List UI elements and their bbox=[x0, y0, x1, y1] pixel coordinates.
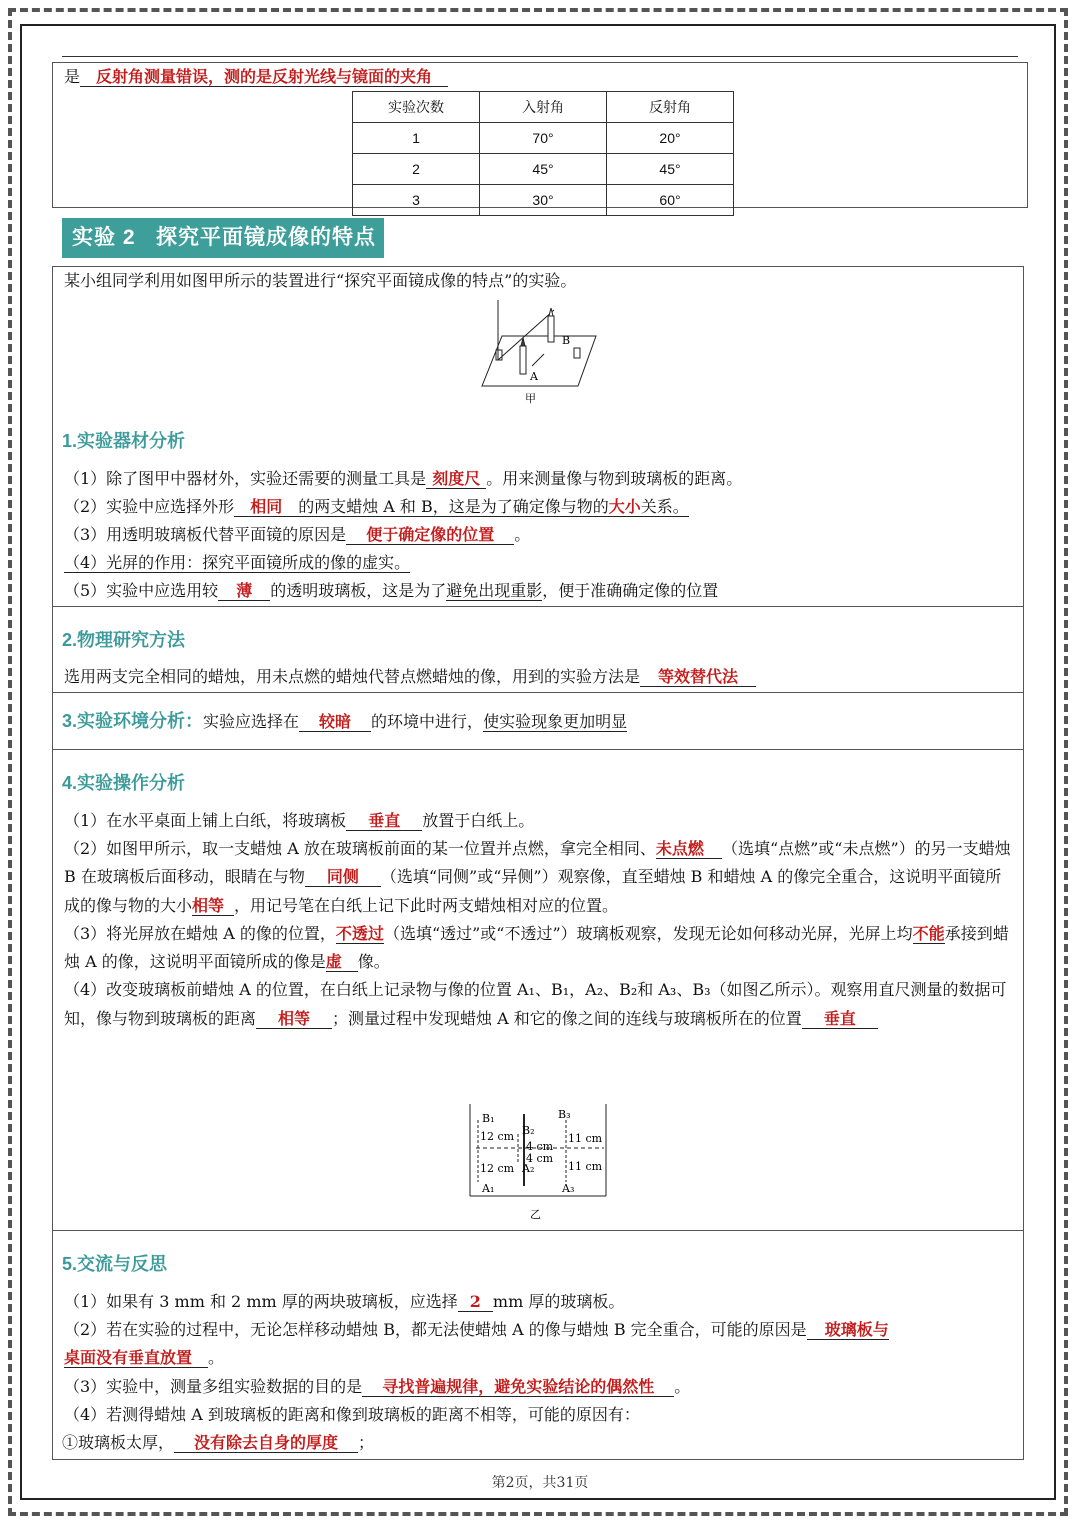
figure-yi bbox=[466, 1104, 612, 1222]
fig-yi-a2: A₂ bbox=[522, 1162, 535, 1175]
sec5-q3: （3）实验中，测量多组实验数据的目的是 寻找普遍规律，避免实验结论的偶然性 。 bbox=[64, 1377, 691, 1396]
top-answer: 反射角测量错误，测的是反射光线与镜面的夹角 bbox=[80, 67, 448, 87]
table-cell: 45° bbox=[607, 154, 734, 185]
sec1-q5: （5）实验中应选用较 薄 的透明玻璃板，这是为了避免出现重影，便于准确确定像的位置 bbox=[64, 581, 719, 600]
table-row bbox=[353, 123, 734, 154]
fig-yi-caption: 乙 bbox=[530, 1208, 541, 1221]
fig-yi-b3: B₃ bbox=[558, 1108, 571, 1121]
fig-yi-d3-top: 11 cm bbox=[568, 1132, 603, 1145]
fig-jia-label-b: B bbox=[562, 334, 571, 347]
table-cell: 2 bbox=[353, 154, 480, 185]
table-row bbox=[353, 185, 734, 216]
sec1-q2: （2）实验中应选择外形 相同 的两支蜡烛 A 和 B，这是为了确定像与物的大小关系。 bbox=[64, 497, 689, 516]
top-answer-line bbox=[64, 66, 448, 88]
sec1-q1: （1）除了图甲中器材外，实验还需要的测量工具是 刻度尺 。用来测量像与物到玻璃板的距离。 bbox=[64, 469, 743, 488]
experiment-title: 实验 2 探究平面镜成像的特点 bbox=[62, 218, 384, 258]
fig-yi-d2-top: 4 cm bbox=[526, 1140, 554, 1153]
sec1-q4: （4）光屏的作用：探究平面镜所成的像的虚实。 bbox=[64, 553, 411, 572]
section-1-title: 1.实验器材分析 bbox=[62, 431, 186, 451]
sec5-q4: （4）若测得蜡烛 A 到玻璃板的距离和像到玻璃板的距离不相等，可能的原因有： bbox=[64, 1405, 640, 1424]
candle-a-shape bbox=[520, 346, 526, 374]
sec1-q3: （3）用透明玻璃板代替平面镜的原因是 便于确定像的位置 。 bbox=[64, 525, 531, 544]
page-footer: 第2页，共31页 bbox=[491, 1475, 589, 1491]
fig-yi-a1: A₁ bbox=[482, 1182, 495, 1195]
sec5-q2: （2）若在实验的过程中，无论怎样移动蜡烛 B，都无法使蜡烛 A 的像与蜡烛 B 完全重合，可能的原因是 玻璃板与 桌面没有垂直放置 。 bbox=[64, 1320, 889, 1368]
separator bbox=[52, 606, 1024, 607]
fig-yi-b1: B₁ bbox=[482, 1112, 495, 1125]
table-surface bbox=[482, 336, 596, 386]
sec5-q4-1: ①玻璃板太厚， 没有除去自身的厚度 ； bbox=[62, 1433, 375, 1452]
section-2-title: 2.物理研究方法 bbox=[62, 630, 186, 650]
sec5-q1: （1）如果有 3 mm 和 2 mm 厚的两块玻璃板，应选择 2 mm 厚的玻璃板。 bbox=[64, 1292, 625, 1311]
fig-jia-label-a: A bbox=[530, 370, 538, 383]
sec4-p1: （1）在水平桌面上铺上白纸，将玻璃板 垂直 放置于白纸上。 bbox=[64, 811, 535, 830]
section-5-title: 5.交流与反思 bbox=[62, 1254, 168, 1274]
table-row bbox=[353, 154, 734, 185]
section-4-title: 4.实验操作分析 bbox=[62, 773, 186, 793]
table-cell: 3 bbox=[353, 185, 480, 216]
separator bbox=[52, 749, 1024, 750]
sec4-p2-4: （2）如图甲所示，取一支蜡烛 A 放在玻璃板前面的某一位置并点燃，拿完全相同、未点燃 （选填“点燃”或“未点燃”）的另一支蜡烛 B 在玻璃板后面移动，眼睛在与物 同侧 （选填“同侧”或“异侧”）观察像，直至蜡烛 B 和蜡烛 A 的像完全重合，这说明平面镜所成的像与物的大小相等 ，用记号笔在白纸上记下此时两支蜡烛相对应的位置。 （3）将光屏放在蜡烛 A 的像的位置，不透过（选填“透过”或“不透过”）玻璃板观察，发现无论如何移动光屏，光屏上均不能承接到蜡烛 A 的像，这说明平面镜所成的像是虚 像。 （4）改变玻璃板前蜡烛 A 的位置，在白纸上记录物与像的位置 A₁、B₁，A₂、B₂和 A₃、B₃（如图乙所示）。观察用直尺测量的数据可知，像与物到玻璃板的距离 相等 ；测量过程中发现蜡烛 A 和它的像之间的连线与玻璃板所在的位置 垂直 bbox=[64, 839, 1011, 1028]
candle-b-shape bbox=[548, 316, 554, 342]
table-header: 入射角 bbox=[480, 92, 607, 123]
table-cell: 60° bbox=[607, 185, 734, 216]
top-prefix: 是 bbox=[64, 67, 81, 86]
fig-yi-d1-top: 12 cm bbox=[480, 1130, 515, 1143]
fig-yi-d2-bottom: 4 cm bbox=[526, 1152, 554, 1165]
section-3-title: 3.实验环境分析： bbox=[62, 711, 204, 731]
fig-yi-d3-bottom: 11 cm bbox=[568, 1160, 603, 1173]
separator bbox=[52, 1230, 1024, 1231]
table-header-row bbox=[353, 92, 734, 123]
separator bbox=[52, 692, 1024, 693]
data-table bbox=[352, 91, 734, 216]
table-header: 反射角 bbox=[607, 92, 734, 123]
fig-yi-a3: A₃ bbox=[562, 1182, 575, 1195]
table-header: 实验次数 bbox=[353, 92, 480, 123]
intro-text: 某小组同学利用如图甲所示的装置进行“探究平面镜成像的特点”的实验。 bbox=[64, 271, 577, 290]
figure-jia bbox=[470, 296, 620, 406]
table-cell: 20° bbox=[607, 123, 734, 154]
sec3-line: 3.实验环境分析：实验应选择在 较暗 的环境中进行，使实验现象更加明显 bbox=[62, 711, 628, 731]
fig-jia-caption: 甲 bbox=[525, 392, 536, 405]
table-cell: 30° bbox=[480, 185, 607, 216]
table-cell: 70° bbox=[480, 123, 607, 154]
fig-yi-d1-bottom: 12 cm bbox=[480, 1162, 515, 1175]
table-cell: 1 bbox=[353, 123, 480, 154]
top-rule bbox=[62, 56, 1018, 57]
fig-yi-b2: B₂ bbox=[522, 1124, 535, 1137]
sec2-text: 选用两支完全相同的蜡烛，用未点燃的蜡烛代替点燃蜡烛的像，用到的实验方法是 等效替代法 bbox=[64, 666, 756, 688]
table-cell: 45° bbox=[480, 154, 607, 185]
